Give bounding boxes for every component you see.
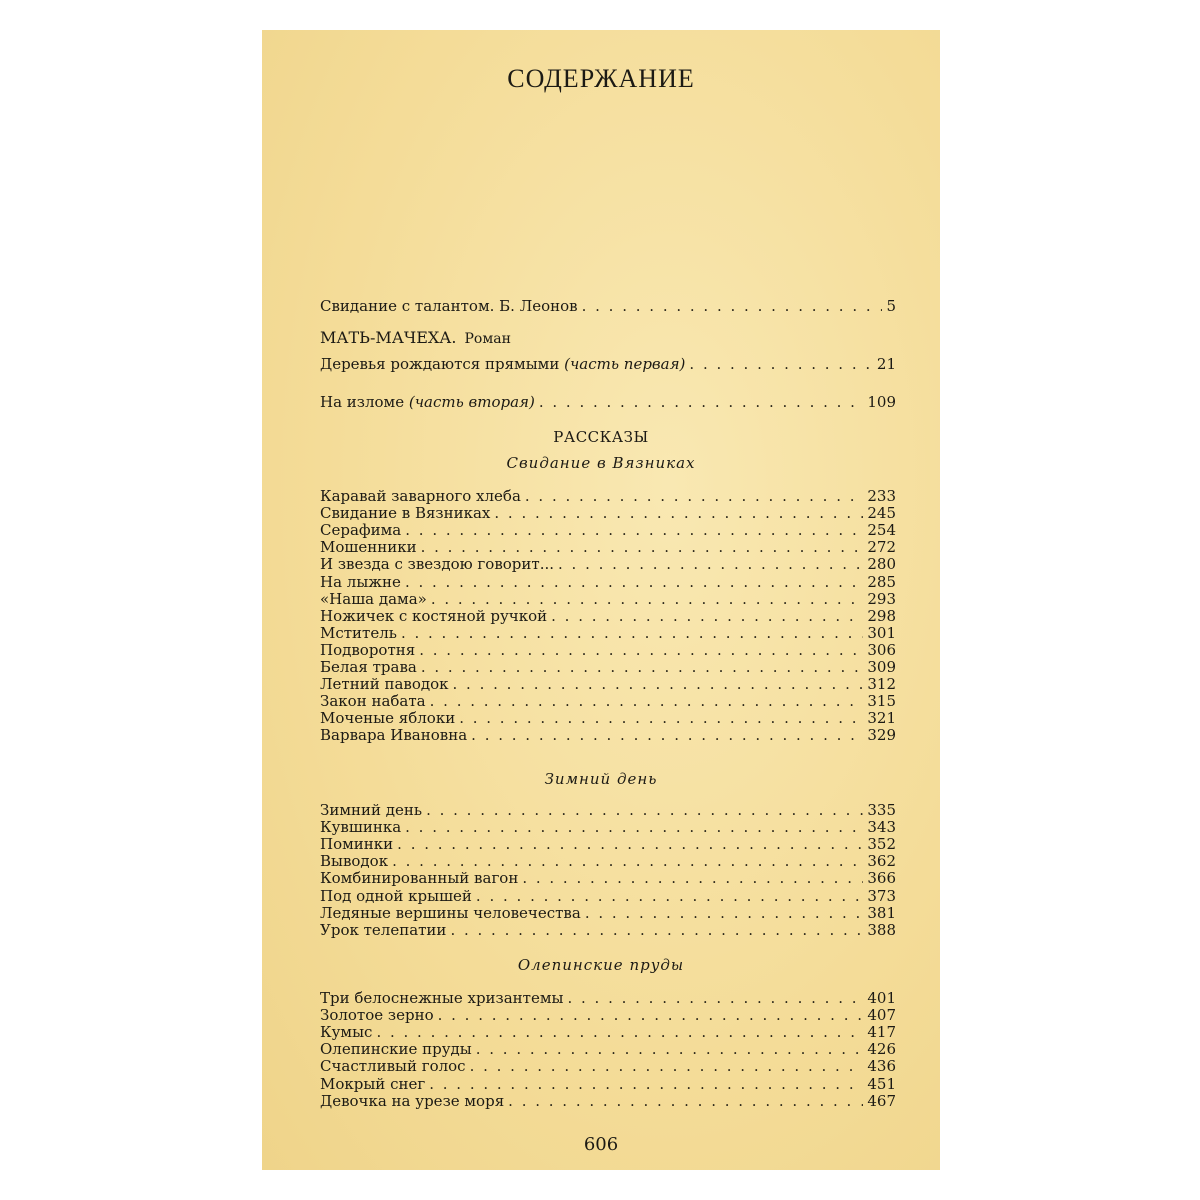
toc-entry [320, 1058, 896, 1075]
leader-dots [522, 870, 863, 887]
stories-heading: РАССКАЗЫ [553, 428, 649, 446]
toc-entry-page: 254 [867, 521, 896, 540]
leader-dots [494, 505, 863, 522]
leader-dots [397, 836, 863, 853]
toc-entry-novel-part-1 [320, 356, 896, 373]
toc-entry [320, 625, 896, 642]
leader-dots [419, 642, 863, 659]
toc-entry [320, 905, 896, 922]
leader-dots [582, 298, 883, 315]
toc-entry [320, 574, 896, 591]
toc-entry [320, 693, 896, 710]
leader-dots [426, 802, 863, 819]
toc-entry-label: Кумыс [320, 1023, 373, 1042]
toc-entry-page: 298 [867, 606, 896, 625]
toc-entry-intro [320, 298, 896, 315]
leader-dots [689, 356, 873, 373]
toc-entry-label: На изломе (часть вторая) [320, 393, 535, 411]
toc-entry [320, 539, 896, 556]
toc-entry-label: Поминки [320, 835, 394, 854]
novel-title: МАТЬ-МАЧЕХА. [320, 328, 457, 347]
leader-dots [401, 625, 863, 642]
leader-dots [471, 727, 863, 744]
novel-heading [320, 328, 511, 347]
toc-entry [320, 505, 896, 522]
toc-entry-label: Каравай заварного хлеба [320, 487, 521, 505]
toc-entry-page: 285 [867, 572, 896, 591]
leader-dots [558, 556, 863, 573]
toc-entry-label: Закон набата [320, 692, 426, 711]
toc-entry-label: «Наша дама» [320, 589, 427, 608]
toc-entry [320, 1041, 896, 1058]
toc-entry [320, 922, 896, 939]
leader-dots [429, 1076, 863, 1093]
page-number: 606 [583, 1134, 619, 1155]
toc-entry [320, 870, 896, 887]
toc-entry-page: 373 [867, 886, 896, 905]
toc-entry-label: Урок телепатии [320, 920, 447, 939]
toc-entry [320, 676, 896, 693]
leader-dots [430, 693, 864, 710]
leader-dots [421, 539, 864, 556]
toc-entry [320, 1093, 896, 1110]
leader-dots [470, 1058, 864, 1075]
toc-entry-label: И звезда с звездою говорит... [320, 555, 554, 574]
toc-entry-label: Выводок [320, 852, 389, 871]
toc-entry-page: 321 [867, 709, 896, 728]
leader-dots [567, 990, 863, 1007]
toc-entry-page: 388 [867, 920, 896, 939]
toc-entry-page: 315 [867, 692, 896, 711]
toc-entry-label: Свидание в Вязниках [320, 504, 491, 523]
toc-entry-page: 312 [867, 675, 896, 694]
toc-entry-page: 5 [886, 297, 896, 315]
toc-entry-page: 362 [867, 852, 896, 871]
toc-entry-label: Кувшинка [320, 818, 402, 837]
toc-entry [320, 1076, 896, 1093]
toc-entry-label: Под одной крышей [320, 886, 472, 905]
toc-entry-page: 245 [867, 504, 896, 523]
toc-entry [320, 836, 896, 853]
toc-entry-page: 417 [867, 1023, 896, 1042]
leader-dots [585, 905, 864, 922]
toc-entry-page: 366 [867, 869, 896, 888]
leader-dots [431, 591, 864, 608]
toc-entry [320, 888, 896, 905]
toc-entry-label: Мокрый снег [320, 1074, 426, 1093]
toc-entry-page: 426 [867, 1040, 896, 1059]
toc-entry-page: 306 [867, 640, 896, 659]
toc-entry-page: 301 [867, 623, 896, 642]
toc-entry-label: Мститель [320, 623, 397, 642]
leader-dots [405, 574, 863, 591]
toc-entry-label: Белая трава [320, 658, 417, 676]
leader-dots [405, 819, 863, 836]
toc-entry-page: 401 [867, 989, 896, 1007]
leader-dots [459, 710, 863, 727]
toc-entry [320, 990, 896, 1007]
section-heading: Олепинские пруды [517, 956, 685, 974]
toc-entry-page: 407 [867, 1006, 896, 1025]
leader-dots [508, 1093, 863, 1110]
toc-entry [320, 819, 896, 836]
toc-entry-label: Олепинские пруды [320, 1040, 472, 1059]
toc-entry [320, 556, 896, 573]
toc-entry [320, 488, 896, 505]
leader-dots [421, 659, 864, 676]
toc-entry-page: 436 [867, 1057, 896, 1076]
leader-dots [525, 488, 863, 505]
toc-entry-page: 293 [867, 589, 896, 608]
toc-entry-page: 109 [867, 393, 896, 411]
toc-entry-page: 329 [867, 726, 896, 745]
toc-entry-label: Ножичек с костяной ручкой [320, 606, 548, 625]
toc-entry [320, 608, 896, 625]
section-heading: Свидание в Вязниках [506, 454, 696, 472]
toc-entry [320, 802, 896, 819]
page-title: СОДЕРЖАНИЕ [507, 64, 695, 93]
toc-entry-label: Девочка на урезе моря [320, 1091, 505, 1110]
toc-entry [320, 710, 896, 727]
toc-entry-label: Мошенники [320, 538, 417, 557]
toc-entry-label: Ледяные вершины человечества [320, 903, 581, 922]
toc-entry-label: Счастливый голос [320, 1057, 466, 1076]
toc-entry-page: 467 [867, 1091, 896, 1110]
toc-entry [320, 642, 896, 659]
toc-entry [320, 1024, 896, 1041]
leader-dots [539, 394, 864, 411]
leader-dots [453, 676, 864, 693]
leader-dots [376, 1024, 863, 1041]
toc-entry-label: Зимний день [320, 801, 423, 819]
leader-dots [476, 1041, 864, 1058]
novel-genre: Роман [464, 331, 511, 347]
toc-entry-page: 381 [867, 903, 896, 922]
toc-entry-page: 335 [867, 801, 896, 819]
toc-entry-page: 451 [867, 1074, 896, 1093]
leader-dots [476, 888, 863, 905]
toc-entry-page: 352 [867, 835, 896, 854]
leader-dots [438, 1007, 864, 1024]
toc-entry [320, 591, 896, 608]
toc-entry-page: 272 [867, 538, 896, 557]
toc-entry-label: Свидание с талантом. Б. Леонов [320, 297, 578, 315]
toc-entry-label: Серафима [320, 521, 402, 540]
toc-entry-label: Подворотня [320, 640, 416, 659]
toc-entry-label: Золотое зерно [320, 1006, 434, 1025]
toc-entry [320, 522, 896, 539]
toc-entry [320, 853, 896, 870]
toc-entry-label: На лыжне [320, 572, 401, 591]
toc-entry-page: 233 [867, 487, 896, 505]
toc-entry-label: Летний паводок [320, 675, 449, 694]
leader-dots [392, 853, 863, 870]
toc-entry-label: Моченые яблоки [320, 709, 456, 728]
leader-dots [405, 522, 863, 539]
toc-entry-label: Варвара Ивановна [320, 726, 468, 745]
toc-entry-page: 343 [867, 818, 896, 837]
section-heading: Зимний день [544, 770, 658, 788]
toc-entry-label: Деревья рождаются прямыми (часть первая) [320, 355, 686, 373]
book-page [262, 30, 940, 1170]
toc-entry [320, 727, 896, 744]
toc-entry-page: 309 [867, 658, 896, 676]
leader-dots [450, 922, 863, 939]
toc-entry [320, 659, 896, 676]
toc-entry-page: 21 [876, 355, 896, 373]
leader-dots [551, 608, 863, 625]
toc-entry-label: Три белоснежные хризантемы [320, 989, 564, 1007]
toc-entry-page: 280 [867, 555, 896, 574]
toc-entry-novel-part-2 [320, 394, 896, 411]
toc-entry [320, 1007, 896, 1024]
toc-entry-label: Комбинированный вагон [320, 869, 519, 888]
